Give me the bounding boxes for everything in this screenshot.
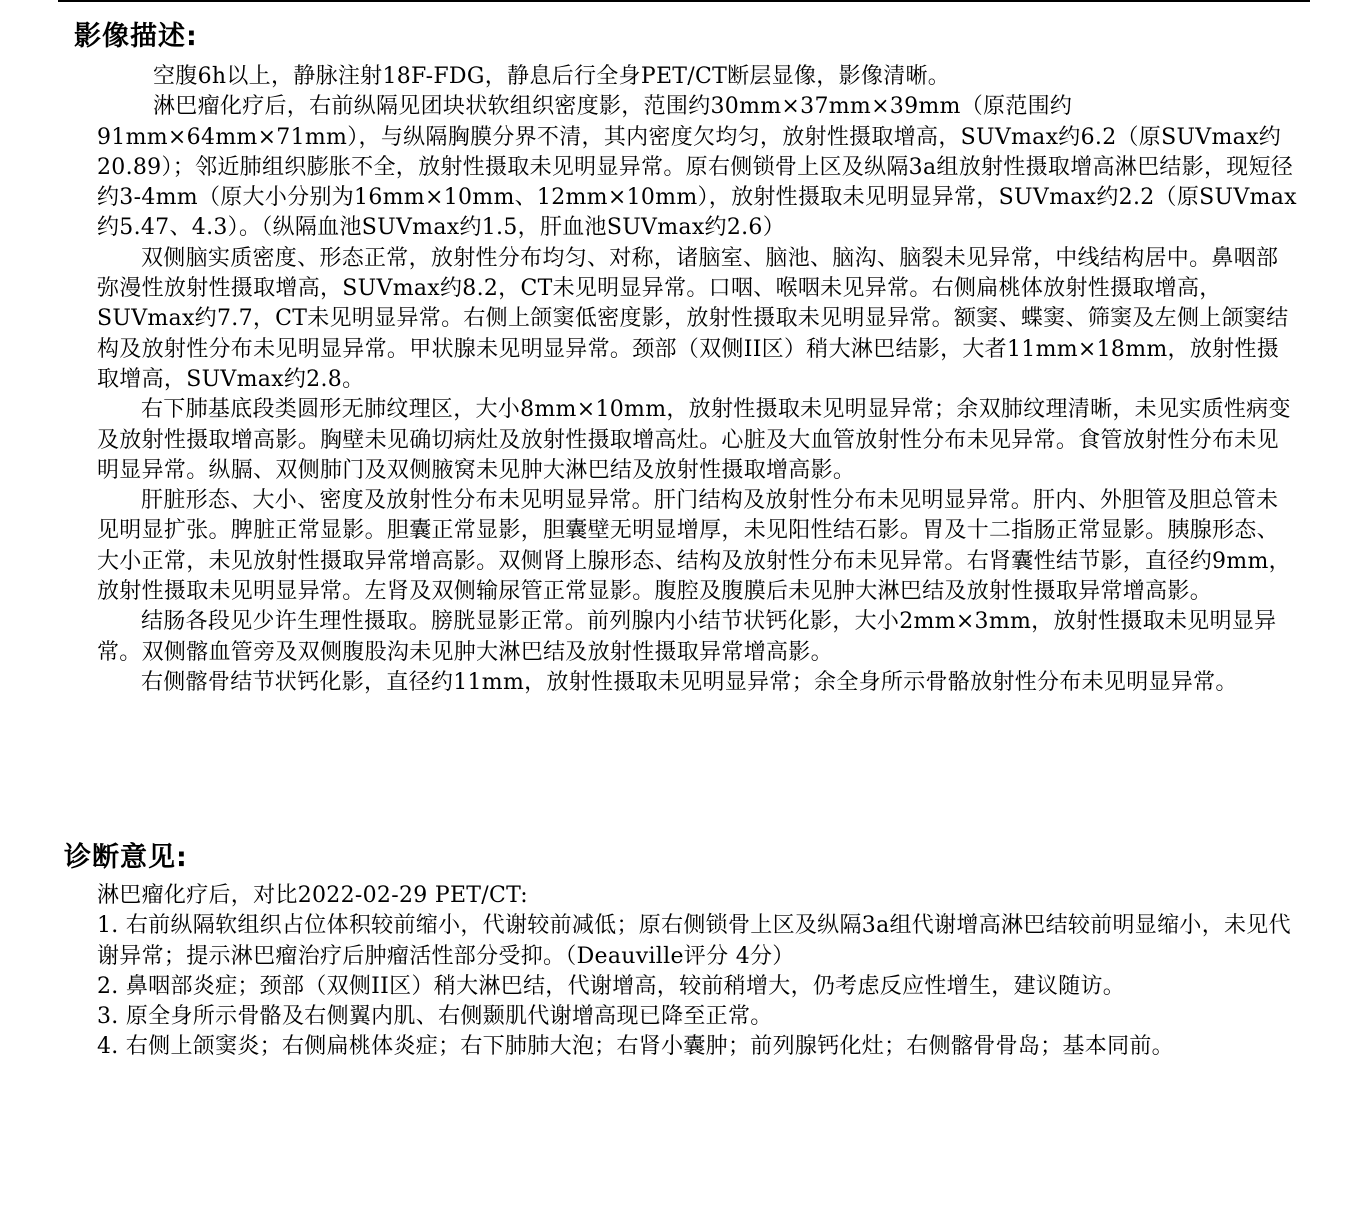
findings-paragraph-chest: 右下肺基底段类圆形无肺纹理区，大小8mm×10mm，放射性摄取未见明显异常；余双肺纹理清晰，未见实质性病变及放射性摄取增高影。胸壁未见确切病灶及放射性摄取增高灶。心脏及大血管放射性分布未见异常。食管放射性分布未见明显异常。纵膈、双侧肺门及双侧腋窝未见肿大淋巴结及放射性摄取增高影。 xyxy=(97,397,1291,483)
findings-paragraph-mediastinum: 淋巴瘤化疗后，右前纵隔见团块状软组织密度影，范围约30mm×37mm×39mm（原范围约91mm×64mm×71mm），与纵隔胸膜分界不清，其内密度欠均匀，放射性摄取增高，SUVmax约6.2（原SUVmax约20.89）；邻近肺组织膨胀不全，放射性摄取未见明显异常。原右侧锁骨上区及纵隔3a组放射性摄取增高淋巴结影，现短径约3-4mm（原大小分别为16mm×10mm、12mm×10mm），放射性摄取未见明显异常，SUVmax约2.2（原SUVmax约5.47、4.3）。（纵隔血池SUVmax约1.5，肝血池SUVmax约2.6） xyxy=(97,94,1297,241)
diagnosis-item: 1. 右前纵隔软组织占位体积较前缩小，代谢较前减低；原右侧锁骨上区及纵隔3a组代谢增高淋巴结较前明显缩小，未见代谢异常；提示淋巴瘤治疗后肿瘤活性部分受抑。（Deauville评分 4分） xyxy=(97,913,1291,969)
findings-paragraph-abdomen: 肝脏形态、大小、密度及放射性分布未见明显异常。肝门结构及放射性分布未见明显异常。肝内、外胆管及胆总管未见明显扩张。脾脏正常显影。胆囊正常显影，胆囊壁无明显增厚，未见阳性结石影。胃及十二指肠正常显影。胰腺形态、大小正常，未见放射性摄取异常增高影。双侧肾上腺形态、结构及放射性分布未见异常。右肾囊性结节影，直径约9mm，放射性摄取未见明显异常。左肾及双侧输尿管正常显影。腹腔及腹膜后未见肿大淋巴结及放射性摄取异常增高影。 xyxy=(97,488,1291,605)
findings-heading: 影像描述: xyxy=(74,21,198,52)
findings-paragraph-scan-protocol: 空腹6h以上，静脉注射18F-FDG，静息后行全身PET/CT断层显像，影像清晰。 xyxy=(153,64,951,89)
findings-paragraph-bone: 右侧髂骨结节状钙化影，直径约11mm，放射性摄取未见明显异常；余全身所示骨骼放射性分布未见明显异常。 xyxy=(141,669,1238,695)
diagnosis-item: 3. 原全身所示骨骼及右侧翼内肌、右侧颞肌代谢增高现已降至正常。 xyxy=(97,1004,773,1030)
top-divider-line xyxy=(58,0,1310,2)
diagnosis-item: 4. 右侧上颌窦炎；右侧扁桃体炎症；右下肺肺大泡；右肾小囊肿；前列腺钙化灶；右侧髂骨骨岛；基本同前。 xyxy=(97,1034,1174,1060)
findings-paragraph-head-neck: 双侧脑实质密度、形态正常，放射性分布均匀、对称，诸脑室、脑池、脑沟、脑裂未见异常，中线结构居中。鼻咽部弥漫性放射性摄取增高，SUVmax约8.2，CT未见明显异常。口咽、喉咽未见异常。右侧扁桃体放射性摄取增高，SUVmax约7.7，CT未见明显异常。右侧上颌窦低密度影，放射性摄取未见明显异常。额窦、蝶窦、筛窦及左侧上颌窦结构及放射性分布未见明显异常。甲状腺未见明显异常。颈部（双侧II区）稍大淋巴结影，大者11mm×18mm，放射性摄取增高，SUVmax约2.8。 xyxy=(97,245,1289,392)
diagnosis-heading: 诊断意见: xyxy=(64,842,188,873)
diagnosis-intro: 淋巴瘤化疗后，对比2022-02-29 PET/CT: xyxy=(97,883,529,908)
diagnosis-item: 2. 鼻咽部炎症；颈部（双侧II区）稍大淋巴结，代谢增高，较前稍增大，仍考虑反应性增生，建议随访。 xyxy=(97,973,1126,999)
findings-paragraph-pelvis: 结肠各段见少许生理性摄取。膀胱显影正常。前列腺内小结节状钙化影，大小2mm×3mm，放射性摄取未见明显异常。双侧髂血管旁及双侧腹股沟未见肿大淋巴结及放射性摄取异常增高影。 xyxy=(97,609,1277,665)
diagnosis-section xyxy=(97,881,1297,1063)
findings-section xyxy=(97,62,1297,698)
